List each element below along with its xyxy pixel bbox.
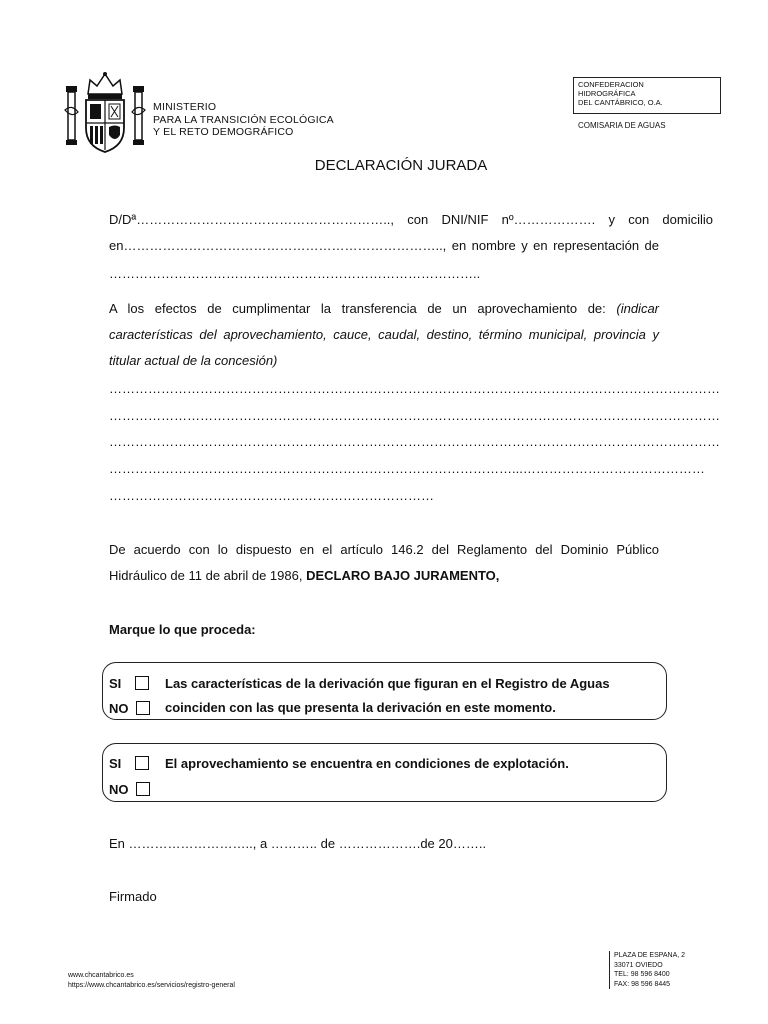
acuerdo-paragraph: De acuerdo con lo dispuesto en el artículo 146.2 del Reglamento del Dominio Público Hidráulico de 11 de abril de 1986, DECLARO BAJO JURAMENTO, bbox=[109, 542, 659, 583]
box1-no-option: NO bbox=[109, 701, 150, 716]
marque-label: Marque lo que proceda: bbox=[109, 622, 256, 637]
box1-si-option: SI bbox=[109, 676, 149, 691]
box1-text-line-1: Las características de la derivación que figuran en el Registro de Aguas bbox=[165, 676, 610, 691]
box2-si-checkbox[interactable] bbox=[135, 756, 149, 770]
registro-link[interactable]: https://www.chcantabrico.es/servicios/registro-general bbox=[68, 982, 235, 989]
fecha-line: En ……………………….., a ……….. de ……………….de 20…….. bbox=[109, 836, 487, 851]
box1-no-checkbox[interactable] bbox=[136, 701, 150, 715]
coat-of-arms-icon bbox=[64, 70, 146, 154]
confederacion-box: CONFEDERACION HIDROGRÁFICA DEL CANTÁBRICO, O.A. bbox=[573, 77, 721, 114]
document-title: DECLARACIÓN JURADA bbox=[314, 157, 488, 174]
dotted-line-1: …………………………………………………………………………………………………………………………… bbox=[109, 381, 720, 396]
box2-si-option: SI bbox=[109, 756, 149, 771]
dotted-line-3: …………………………………………………………………………………………………………………………… bbox=[109, 434, 720, 449]
dotted-line-2: …………………………………………………………………………………………………………………………… bbox=[109, 408, 720, 423]
choice-box-explotacion bbox=[102, 743, 667, 802]
box1-si-checkbox[interactable] bbox=[135, 676, 149, 690]
intro-line-3: ………………………………………………………………………….. bbox=[109, 266, 481, 281]
comisaria-label: COMISARIA DE AGUAS bbox=[578, 121, 666, 130]
intro-line-2: en……………………………………………………………….., en nombre y en representación de bbox=[109, 238, 659, 253]
firmado-label: Firmado bbox=[109, 889, 157, 904]
box1-text-line-2: coinciden con las que presenta la derivación en este momento. bbox=[165, 700, 556, 715]
intro-line-1: D/Dª………………………………………………….., con DNI/NIF nº………………. y con domicilio bbox=[109, 212, 713, 227]
footer-address: PLAZA DE ESPANA, 2 33071 OVIEDO TEL: 98 596 8400 FAX: 98 596 8445 bbox=[609, 951, 685, 989]
box2-no-option: NO bbox=[109, 782, 150, 797]
ministry-name: MINISTERIO PARA LA TRANSICIÓN ECOLÓGICA Y EL RETO DEMOGRÁFICO bbox=[153, 101, 334, 138]
efectos-paragraph: A los efectos de cumplimentar la transferencia de un aprovechamiento de: (indicar características del aprovechamiento, cauce, caudal, destino, término municipal, provincia y titular actual de la concesión) bbox=[109, 301, 659, 368]
footer-websites bbox=[68, 971, 235, 991]
box2-text: El aprovechamiento se encuentra en condiciones de explotación. bbox=[165, 756, 569, 771]
dotted-line-5: ………………………………………………………………… bbox=[109, 488, 434, 503]
website-link[interactable]: www.chcantabrico.es bbox=[68, 972, 134, 979]
dotted-line-4: …………………………………………………………………………………...…………………………………… bbox=[109, 461, 705, 476]
box2-no-checkbox[interactable] bbox=[136, 782, 150, 796]
